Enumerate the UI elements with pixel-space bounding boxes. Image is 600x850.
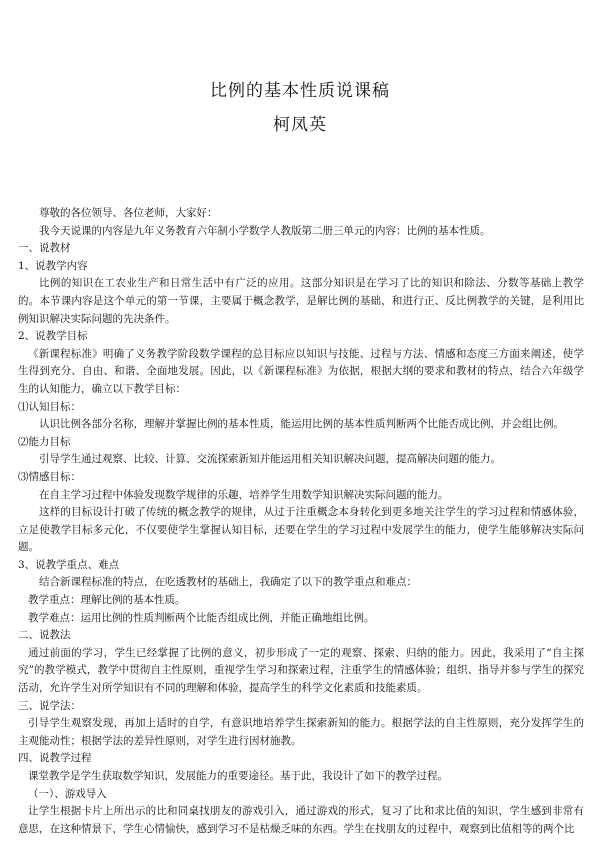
section-heading: 三、说学法： [18, 699, 81, 712]
subsection-heading: ⑶情感目标： [18, 470, 81, 483]
paragraph: 我今天说课的内容是九年义务教育六年制小学数学人教版第二册三单元的内容：比例的基本性质。 [39, 224, 491, 237]
subsection-heading: （一）、游戏导入 [28, 787, 107, 800]
document-body [18, 205, 584, 838]
paragraph: 通过前面的学习，学生已经掌握了比例的意义，初步形成了一定的观察、探索、归纳的能力。因此，我采用了“自主探究”的教学模式，教学中贯彻自主性原则，重视学生学习和探索过程，注重学生的情感体验；组织、指导并参与学生的探究活动，允许学生对所学知识有不同的理解和体验，提高学生的科学文化素质和技能素质。 [18, 646, 584, 695]
subsection-heading: 2、说教学目标 [18, 330, 88, 343]
section-heading: 四、说教学过程 [18, 752, 92, 765]
paragraph: 课堂教学是学生获取数学知识，发展能力的重要途径。基于此，我设计了如下的教学过程。 [28, 770, 448, 782]
paragraph: 引导学生通过观察、比较、计算、交流探索新知并能运用相关知识解决问题，提高解决问题的能力。 [39, 453, 501, 466]
paragraph: 结合新课程标准的特点，在吃透教材的基础上，我确定了以下的教学重点和难点： [39, 576, 417, 589]
author-name: 柯凤英 [273, 115, 327, 135]
paragraph: 教学难点：运用比例的性质判断两个比能否组成比例，并能正确地组比例。 [28, 611, 375, 624]
paragraph: 在自主学习过程中体验发现数学规律的乐趣，培养学生用数学知识解决实际问题的能力。 [39, 488, 449, 501]
section-heading: 二、说教法 [18, 629, 71, 642]
paragraph: 比例的知识在工农业生产和日常生活中有广泛的应用。这部分知识是在学习了比的知识和除法、分数等基础上教学的。本节课内容是这个单元的第一节课，主要属于概念教学，是解比例的基础，和进行正、反比例教学的关键，是利用比例知识解决实际问题的先决条件。 [18, 277, 584, 325]
subsection-heading: 1、说教学内容 [18, 259, 88, 272]
paragraph: 认识比例各部分名称，理解并掌握比例的基本性质，能运用比例的基本性质判断两个比能否成比例，并会组比例。 [39, 418, 564, 431]
paragraph: 尊敬的各位领导、各位老师，大家好： [39, 207, 218, 219]
paragraph: 让学生根据卡片上所出示的比和同桌找朋友的游戏引入，通过游戏的形式，复习了比和求比值的知识，学生感到非常有意思，在这种情景下，学生心情愉快，感到学习不是枯燥乏味的东西。学生在找朋友的过程中，观察到比值相等的两个比 [18, 805, 584, 835]
subsection-heading: ⑵能力目标 [18, 435, 71, 448]
subsection-heading: ⑴认知目标： [18, 400, 81, 413]
paragraph: 教学重点：理解比例的基本性质。 [28, 594, 186, 607]
paragraph: 引导学生观察发现，再加上适时的自学，有意识地培养学生探索新知的能力。根据学法的自主性原则，充分发挥学生的主观能动性；根据学法的差异性原则，对学生进行因材施教。 [18, 717, 584, 747]
subsection-heading: 3、说教学重点、难点 [18, 558, 120, 571]
section-heading: 一、说教材 [18, 242, 71, 255]
paragraph: 这样的目标设计打破了传统的概念教学的规律，从过于注重概念本身转化到更多地关注学生的学习过程和情感体验，立足使教学目标多元化，不仅要使学生掌握认知目标，还要在学生的学习过程中发展学生的能力，使学生能够解决实际问题。 [18, 506, 584, 554]
paragraph: 《新课程标准》明确了义务教学阶段数学课程的总目标应以知识与技能、过程与方法、情感和态度三方面来阐述，使学生得到充分、自由、和谐、全面地发展。因此，以《新课程标准》为依据，根据大纲的要求和教材的特点，结合六年级学生的认知能力，确立以下教学目标： [18, 347, 584, 395]
document-title: 比例的基本性质说课稿 [210, 81, 390, 101]
